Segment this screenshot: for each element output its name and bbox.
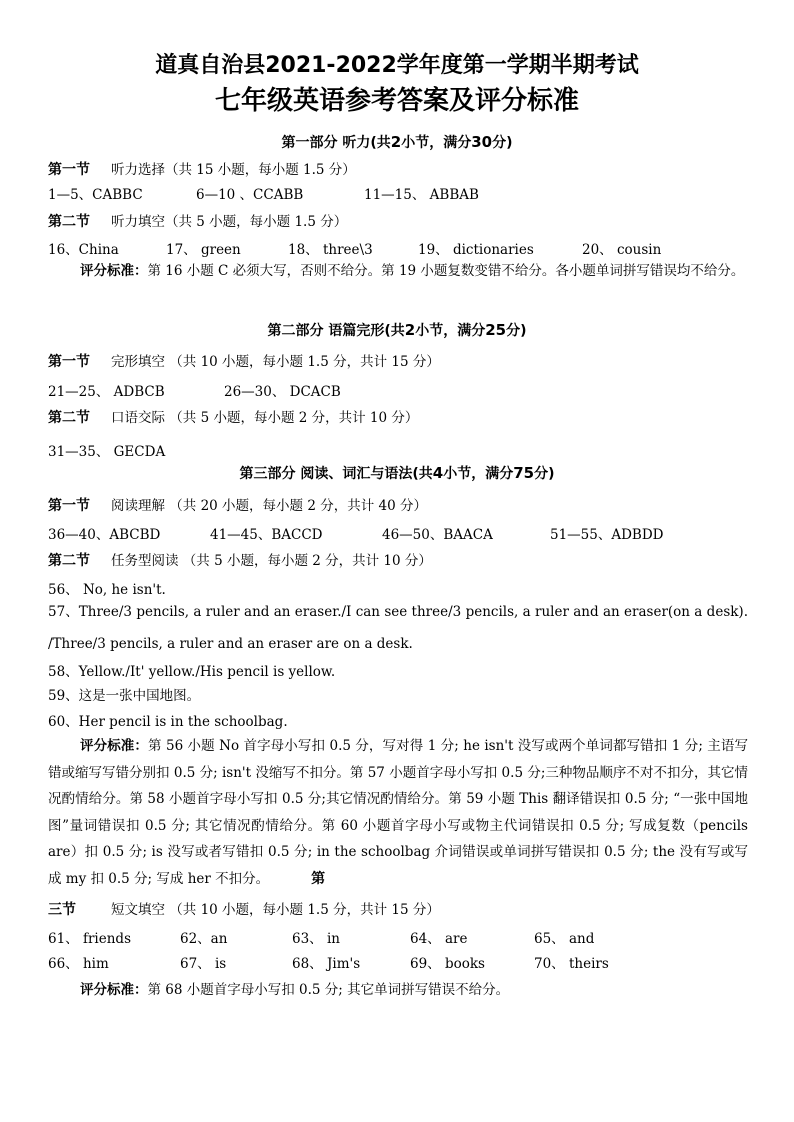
answer-59: 59、这是一张中国地图。 xyxy=(48,688,201,704)
part1-heading: 第一部分 听力(共2小节，满分30分) xyxy=(281,133,513,151)
part2-section1-answers: 21—25、 ADBCB 26—30、 DCACB xyxy=(48,384,341,400)
part1-section1-answers: 1—5、CABBC 6—10 、CCABB 11—15、 ABBAB xyxy=(48,187,479,203)
exam-title: 道真自治县2021-2022学年度第一学期半期考试 xyxy=(155,53,639,78)
part1-section1-heading: 第一节 听力选择（共 15 小题，每小题 1.5 分） xyxy=(48,162,356,178)
part3-scoring-criteria: 评分标准：第 56 小题 No 首字母小写扣 0.5 分，写对得 1 分; he isn't 没写或两个单词都写错扣 1 分; 主语写错或缩写写错分别扣 0.5 分; isn't 没缩写不扣分。第 57 小题首字母小写扣 0.5 分;三种物品顺序不对不扣分，其它情况酌情给分。第 58 小题首字母小写扣 0.5 分;其它情况酌情给分。第 59 小题 This 翻译错误扣 0.5 分; “一张中国地图”量词错误扣 0.5 分; 其它情况酌情给分。第 60 小题首字母小写或物主代词错误扣 0.5 分; 写成复数（pencils are）扣 0.5 分; is 没写或者写错扣 0.5 分; in the schoolbag 介词错误或单词拼写错误扣 0.5 分; the 没有写或写成 my 扣 0.5 分; 写成 her 不扣分。 第 xyxy=(48,738,748,887)
part3-section3-answers-row1: 61、 friends 62、an 63、 in 64、 are 65、 and xyxy=(48,931,595,947)
answer-57: 57、Three/3 pencils, a ruler and an eraser./I can see three/3 pencils, a ruler and an eraser(on a desk). /Three/3 pencils, a ruler and an eraser are on a desk. xyxy=(48,604,748,652)
part1-scoring-criteria: 评分标准：第 16 小题 C 必须大写，否则不给分。第 19 小题复数变错不给分。各小题单词拼写错误均不给分。 xyxy=(80,263,745,279)
part2-heading: 第二部分 语篇完形(共2小节，满分25分) xyxy=(267,321,527,339)
part1-section2-answers: 16、China 17、 green 18、 three\3 19、 dictionaries 20、 cousin xyxy=(48,242,662,258)
part3-section1-heading: 第一节 阅读理解 （共 20 小题，每小题 2 分，共计 40 分） xyxy=(48,498,427,514)
part3-section2-heading: 第二节 任务型阅读 （共 5 小题，每小题 2 分，共计 10 分） xyxy=(48,553,432,569)
part3-section3-answers-row2: 66、 him 67、 is 68、 Jim's 69、 books 70、 theirs xyxy=(48,956,609,972)
part3-section3-heading: 三节 短文填空 （共 10 小题，每小题 1.5 分，共计 15 分） xyxy=(48,902,440,918)
part3-heading: 第三部分 阅读、词汇与语法(共4小节，满分75分) xyxy=(239,464,555,482)
answer-56: 56、 No, he isn't. xyxy=(48,582,166,598)
answer-58: 58、Yellow./It' yellow./His pencil is yellow. xyxy=(48,664,336,680)
answer-60: 60、Her pencil is in the schoolbag. xyxy=(48,714,288,730)
final-scoring-criteria: 评分标准：第 68 小题首字母小写扣 0.5 分; 其它单词拼写错误不给分。 xyxy=(80,982,510,998)
part1-section2-heading: 第二节 听力填空（共 5 小题，每小题 1.5 分） xyxy=(48,214,348,230)
answer-key-title: 七年级英语参考答案及评分标准 xyxy=(214,86,579,116)
part2-section1-heading: 第一节 完形填空 （共 10 小题，每小题 1.5 分，共计 15 分） xyxy=(48,354,440,370)
part2-section2-answers: 31—35、 GECDA xyxy=(48,444,166,460)
part2-section2-heading: 第二节 口语交际 （共 5 小题，每小题 2 分，共计 10 分） xyxy=(48,410,419,426)
part3-section1-answers: 36—40、ABCBD 41—45、BACCD 46—50、BAACA 51—55、ADBDD xyxy=(48,527,664,543)
